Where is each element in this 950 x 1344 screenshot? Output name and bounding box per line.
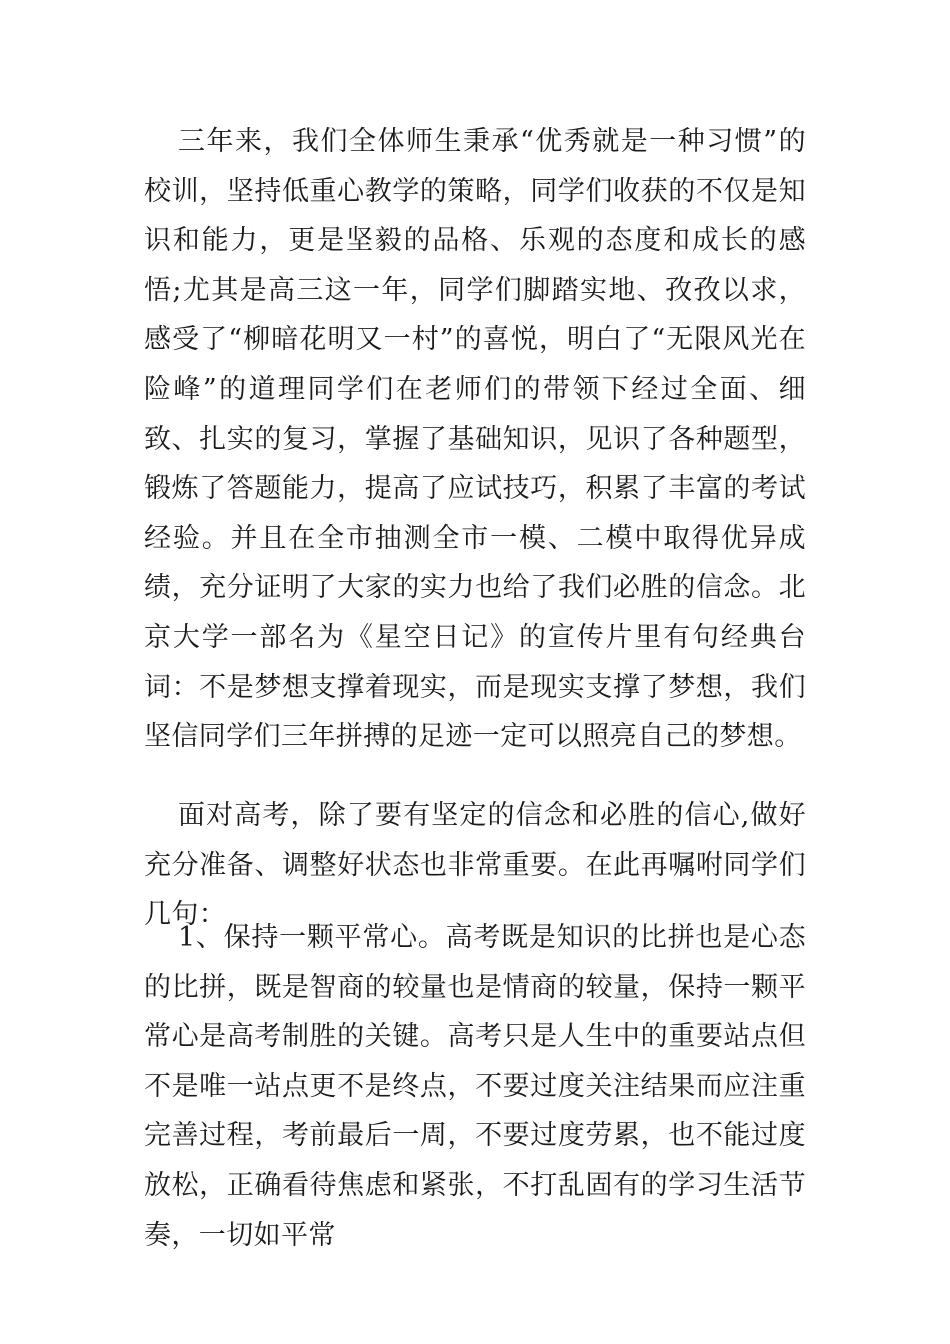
- paragraph-three-years: 三年来，我们全体师生秉承“优秀就是一种习惯”的校训，坚持低重心教学的策略，同学们收获的不仅是知识和能力，更是坚毅的品格、乐观的态度和成长的感悟;尤其是高三这一年，同学们脚踏实地、孜孜以求，感受了“柳暗花明又一村”的喜悦，明白了“无限风光在险峰”的道理同学们在老师们的带领下经过全面、细致、扎实的复习，掌握了基础知识，见识了各种题型，锻炼了答题能力，提高了应试技巧，积累了丰富的考试经验。并且在全市抽测全市一模、二模中取得优异成绩，充分证明了大家的实力也给了我们必胜的信念。北京大学一部名为《星空日记》的宣传片里有句经典台词：不是梦想支撑着现实，而是现实支撑了梦想，我们坚信同学们三年拼搏的足迹一定可以照亮自己的梦想。: [144, 126, 806, 753]
- paragraph-keep-calm: 1、保持一颗平常心。高考既是知识的比拼也是心态的比拼，既是智商的较量也是情商的较量，保持一颗平常心是高考制胜的关键。高考只是人生中的重要站点但不是唯一站点更不是终点，不要过度关注结果而应注重完善过程，考前最后一周，不要过度劳累，也不能过度放松，正确看待焦虑和紧张，不打乱固有的学习生活节奏，一切如平常: [144, 922, 806, 1251]
- paragraph-facing-exam: 面对高考，除了要有坚定的信念和必胜的信心,做好充分准备、调整好状态也非常重要。在此再嘱咐同学们几句：: [144, 800, 806, 931]
